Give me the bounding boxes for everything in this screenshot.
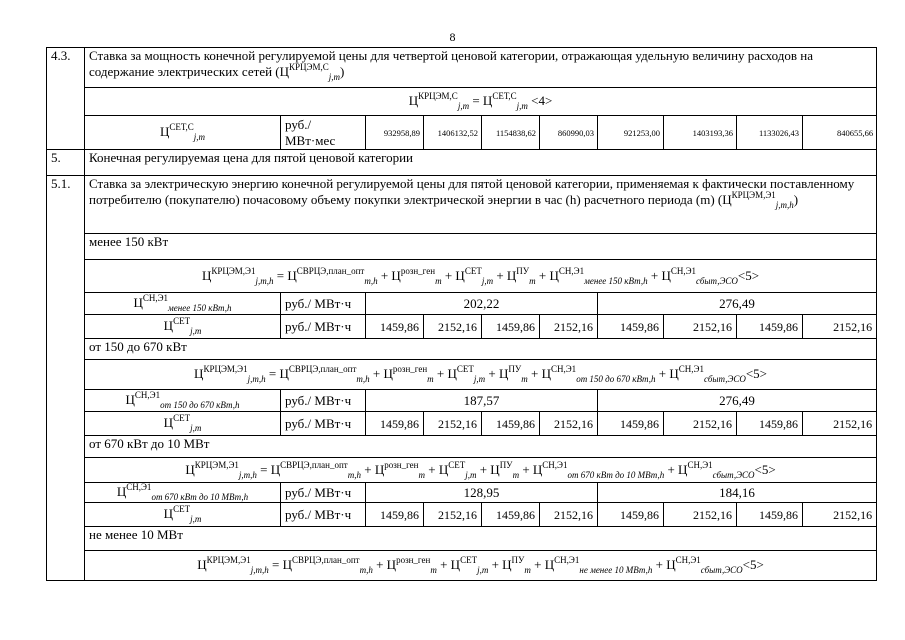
value-cell: 2152,16	[424, 503, 482, 527]
value-cell: 128,95	[366, 483, 598, 503]
symbol-csn: $Ц^{СН,Э1}_{от 670 кВт до 10 МВт,h}$	[85, 483, 281, 503]
value-cell: 1459,86	[366, 503, 424, 527]
value-cell: 1459,86	[482, 503, 540, 527]
value-cell: 276,49	[598, 293, 877, 315]
unit-rub-mwh: руб./ МВт·ч	[281, 315, 366, 339]
value-cell: 1459,86	[598, 503, 664, 527]
formula-4-3: $Ц^{КРЦЭМ,С}_{j,m} = Ц^{СЕТ,С}_{j,m} <4>$	[85, 88, 877, 116]
value-cell: 187,57	[366, 390, 598, 412]
symbol-csn: $Ц^{СН,Э1}_{от 150 до 670 кВт,h}$	[85, 390, 281, 412]
group-label: не менее 10 МВт	[85, 527, 877, 551]
page-number: 8	[449, 30, 456, 44]
value-cell: 840655,66	[803, 116, 877, 150]
tariff-table	[46, 47, 877, 581]
value-cell: 2152,16	[540, 503, 598, 527]
group-label: от 150 до 670 кВт	[85, 339, 877, 360]
value-cell: 2152,16	[424, 412, 482, 436]
value-cell: 1459,86	[366, 412, 424, 436]
value-cell: 2152,16	[803, 503, 877, 527]
value-cell: 1459,86	[366, 315, 424, 339]
formula-group-3: $Ц^{КРЦЭМ,Э1}_{j,m,h} = Ц^{СВРЦЭ,план\_опт}_{m,h} + Ц^{розн\_ген}_m + Ц^{СЕТ}_{j,m} + Ц^{ПУ}_m + Ц^{СН,Э1}_{не менее 10 МВт,h} + Ц^{СН,Э1}_{сбыт,ЭСО}<5>$	[85, 551, 877, 581]
unit-rub-mwh: руб./ МВт·ч	[281, 483, 366, 503]
value-cell: 1459,86	[598, 315, 664, 339]
value-cell: 2152,16	[803, 412, 877, 436]
value-cell: 276,49	[598, 390, 877, 412]
unit-rub-mwh: руб./ МВт·ч	[281, 503, 366, 527]
unit-rub-mw-month: руб./ МВт·мес	[281, 116, 366, 150]
unit-rub-mwh: руб./ МВт·ч	[281, 412, 366, 436]
value-cell: 1154838,62	[482, 116, 540, 150]
symbol-cset: $Ц^{СЕТ}_{j,m}$	[85, 315, 281, 339]
value-cell: 2152,16	[664, 503, 737, 527]
value-cell: 1459,86	[737, 315, 803, 339]
value-cell: 921253,00	[598, 116, 664, 150]
group-label: менее 150 кВт	[85, 234, 877, 260]
section-number-4-3: 4.3.	[47, 48, 85, 150]
value-cell: 2152,16	[540, 315, 598, 339]
value-cell: 1459,86	[737, 503, 803, 527]
unit-rub-mwh: руб./ МВт·ч	[281, 293, 366, 315]
symbol-cset-c: $Ц^{СЕТ,С}_{j,m}$	[85, 116, 281, 150]
value-cell: 2152,16	[803, 315, 877, 339]
value-cell: 1403193,36	[664, 116, 737, 150]
value-cell: 860990,03	[540, 116, 598, 150]
symbol-csn: $Ц^{СН,Э1}_{менее 150 кВт,h}$	[85, 293, 281, 315]
unit-rub-mwh: руб./ МВт·ч	[281, 390, 366, 412]
section-5-title: Конечная регулируемая цена для пятой ценовой категории	[85, 150, 877, 176]
value-cell: 1459,86	[482, 412, 540, 436]
section-5-1-title: Ставка за электрическую энергию конечной регулируемой цены для пятой ценовой категории, применяемая к фактически поставленному потребителю (покупателю) почасовому объему покупки электрической энергии в час (h) расчетного периода (m) $(Ц^{КРЦЭМ,Э1}_{j,m,h})$	[85, 176, 877, 234]
value-cell: 1459,86	[598, 412, 664, 436]
value-cell: 184,16	[598, 483, 877, 503]
value-cell: 2152,16	[664, 315, 737, 339]
value-cell: 2152,16	[540, 412, 598, 436]
formula-group-2: $Ц^{КРЦЭМ,Э1}_{j,m,h} = Ц^{СВРЦЭ,план\_опт}_{m,h} + Ц^{розн\_ген}_m + Ц^{СЕТ}_{j,m} + Ц^{ПУ}_m + Ц^{СН,Э1}_{от 670 кВт до 10 МВт,h} + Ц^{СН,Э1}_{сбыт,ЭСО}<5>$	[85, 458, 877, 483]
formula-group-0: $Ц^{КРЦЭМ,Э1}_{j,m,h} = Ц^{СВРЦЭ,план\_опт}_{m,h} + Ц^{розн\_ген}_m + Ц^{СЕТ}_{j,m} + Ц^{ПУ}_m + Ц^{СН,Э1}_{менее 150 кВт,h} + Ц^{СН,Э1}_{сбыт,ЭСО}<5>$	[85, 260, 877, 293]
value-cell: 1459,86	[737, 412, 803, 436]
value-cell: 2152,16	[664, 412, 737, 436]
value-cell: 202,22	[366, 293, 598, 315]
value-cell: 1133026,43	[737, 116, 803, 150]
formula-group-1: $Ц^{КРЦЭМ,Э1}_{j,m,h} = Ц^{СВРЦЭ,план\_опт}_{m,h} + Ц^{розн\_ген}_m + Ц^{СЕТ}_{j,m} + Ц^{ПУ}_m + Ц^{СН,Э1}_{от 150 до 670 кВт,h} + Ц^{СН,Э1}_{сбыт,ЭСО}<5>$	[85, 360, 877, 390]
group-label: от 670 кВт до 10 МВт	[85, 436, 877, 458]
section-number-5: 5.	[47, 150, 85, 176]
section-4-3-title: Ставка за мощность конечной регулируемой цены для четвертой ценовой категории, отражающая удельную величину расходов на содержание электрических сетей $(Ц^{КРЦЭМ,С}_{j,m})$	[85, 48, 877, 88]
symbol-cset: $Ц^{СЕТ}_{j,m}$	[85, 412, 281, 436]
symbol-cset: $Ц^{СЕТ}_{j,m}$	[85, 503, 281, 527]
value-cell: 2152,16	[424, 315, 482, 339]
value-cell: 1406132,52	[424, 116, 482, 150]
value-cell: 932958,89	[366, 116, 424, 150]
section-number-5-1: 5.1.	[47, 176, 85, 581]
value-cell: 1459,86	[482, 315, 540, 339]
